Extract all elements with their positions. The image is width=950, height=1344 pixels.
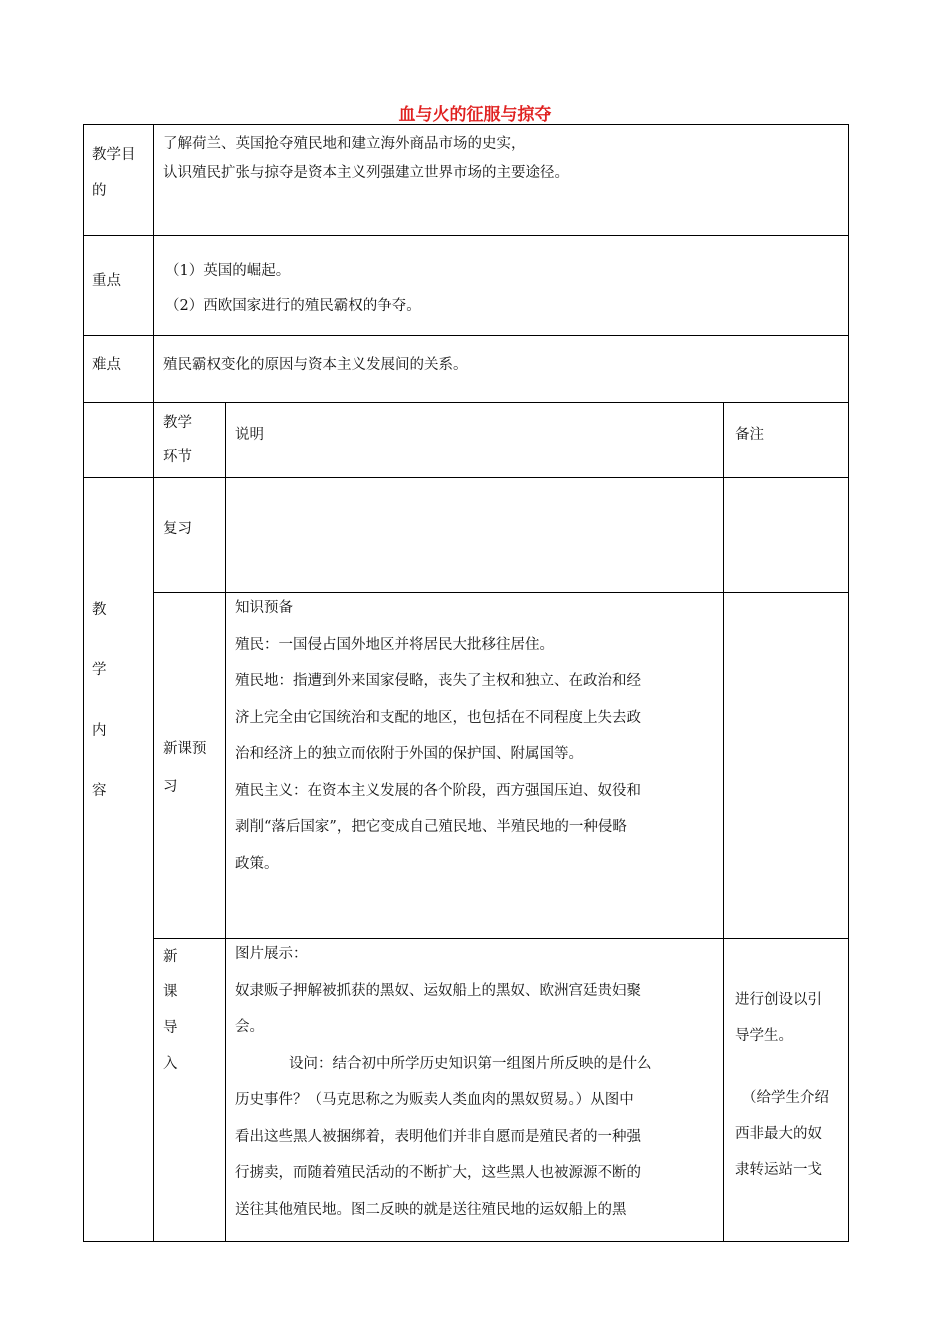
intro-label-2: 课 bbox=[163, 984, 178, 1000]
preview-label: 新课预 习 bbox=[163, 741, 207, 795]
intro-text: 图片展示： 奴隶贩子押解被抓获的黑奴、运奴船上的黑奴、欧洲宫廷贵妇聚 会。 设问：结合初中所学历史知识第一组图片所反映的是什么 历史事件？（马克思称之为贩卖人类血肉的黑奴贸易。）从图中 看出这些黑人被捆绑着，表明他们并非自愿而是殖民者的一种强 行掳卖，而随着殖民活动的不断扩大，这些黑人也被源源不断的 送往其他殖民地。图二反映的就是送往殖民地的运奴船上的黑 bbox=[235, 946, 652, 1218]
content-label-1: 教 bbox=[92, 602, 107, 618]
difficulty-text: 殖民霸权变化的原因与资本主义发展间的关系。 bbox=[163, 357, 468, 373]
content-label-3: 内 bbox=[92, 723, 107, 739]
intro-label-4: 入 bbox=[163, 1056, 178, 1072]
intro-label-1: 新 bbox=[163, 949, 178, 965]
difficulty-label: 难点 bbox=[92, 357, 121, 373]
content-label-4: 容 bbox=[92, 783, 107, 799]
intro-remark: 进行创设以引 导学生。 （给学生介绍 西非最大的奴 隶转运站一戈 bbox=[735, 992, 829, 1178]
key-points-text: （1）英国的崛起。 （2）西欧国家进行的殖民霸权的争夺。 bbox=[165, 263, 421, 314]
objectives-text: 了解荷兰、英国抢夺殖民地和建立海外商品市场的史实， 认识殖民扩张与掠夺是资本主义列强建立世界市场的主要途径。 bbox=[163, 136, 569, 181]
header-remark: 备注 bbox=[735, 427, 764, 443]
header-explain: 说明 bbox=[235, 427, 264, 443]
intro-label-3: 导 bbox=[163, 1020, 178, 1036]
content-label-2: 学 bbox=[92, 662, 107, 678]
objectives-label: 教学目 的 bbox=[92, 147, 136, 199]
key-points-label: 重点 bbox=[92, 273, 121, 289]
review-label: 复习 bbox=[163, 521, 192, 537]
header-stage: 教学 环节 bbox=[163, 415, 192, 465]
page-title: 血与火的征服与掠夺 bbox=[398, 105, 552, 125]
preview-text: 知识预备 殖民：一国侵占国外地区并将居民大批移往居住。 殖民地：指遭到外来国家侵略，丧失了主权和独立、在政治和经 济上完全由它国统治和支配的地区，也包括在不同程度上失去政 治和经济上的独立而依附于外国的保护国、附属国等。 殖民主义：在资本主义发展的各个阶段，西方强国压迫、奴役和 剥削“落后国家”，把它变成自己殖民地、半殖民地的一种侵略 政策。 bbox=[235, 600, 641, 872]
